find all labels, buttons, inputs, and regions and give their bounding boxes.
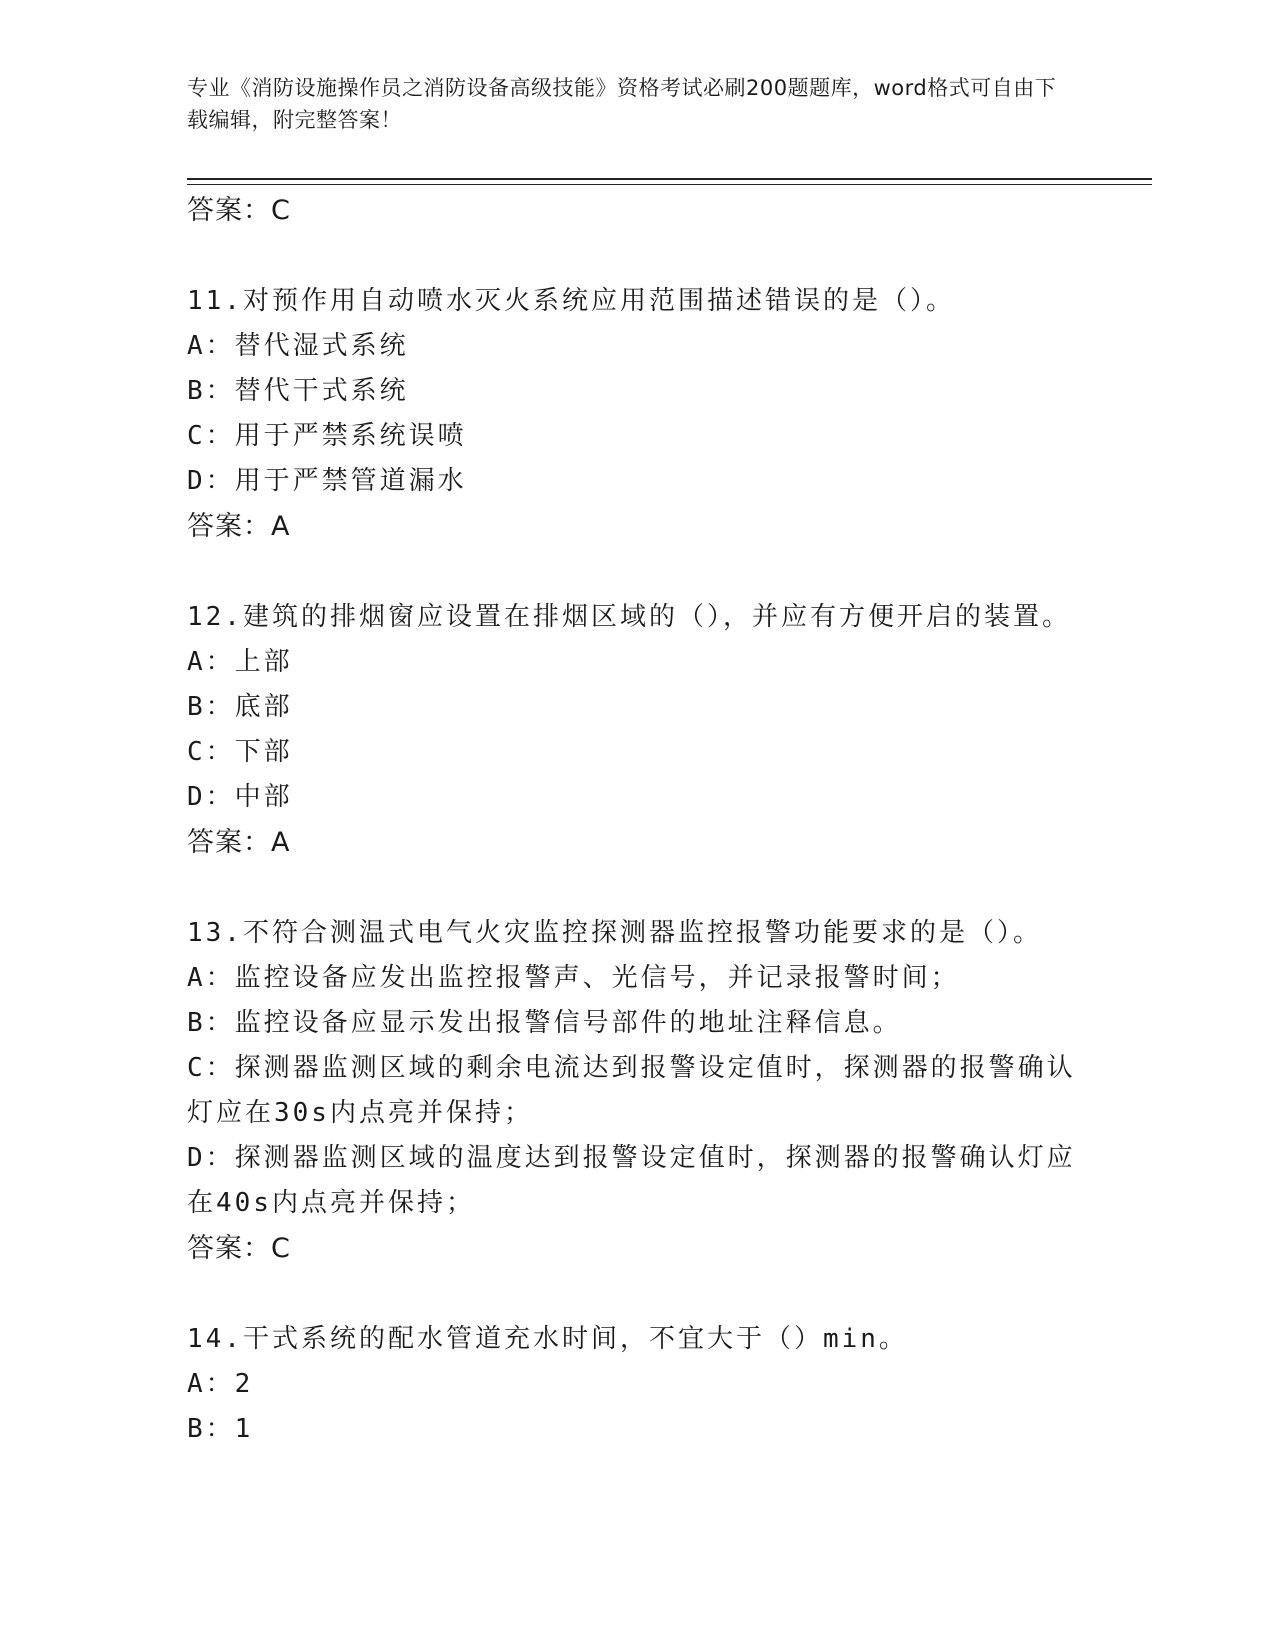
header-rule-thick xyxy=(187,178,1152,180)
answer-label: 答案：C xyxy=(187,195,291,226)
option-a: A：上部 xyxy=(187,647,293,677)
option-a: A：监控设备应发出监控报警声、光信号，并记录报警时间； xyxy=(187,963,960,993)
option-d: D：中部 xyxy=(187,782,293,812)
option-b: B：监控设备应显示发出报警信号部件的地址注释信息。 xyxy=(187,1008,902,1038)
option-d: D：探测器监测区域的温度达到报警设定值时，探测器的报警确认灯应在40s内点亮并保持； xyxy=(187,1143,1076,1218)
question-stem: 14.干式系统的配水管道充水时间，不宜大于（）min。 xyxy=(187,1324,908,1354)
option-b: B：1 xyxy=(187,1414,254,1444)
option-c: C：探测器监测区域的剩余电流达到报警设定值时，探测器的报警确认灯应在30s内点亮并保持； xyxy=(187,1053,1076,1128)
question-11 xyxy=(187,279,1087,549)
question-stem: 12.建筑的排烟窗应设置在排烟区域的（），并应有方便开启的装置。 xyxy=(187,602,1071,632)
option-a: A：替代湿式系统 xyxy=(187,331,409,361)
option-c: C：用于严禁系统误喷 xyxy=(187,421,467,451)
question-14 xyxy=(187,1317,1087,1452)
question-stem: 11.对预作用自动喷水灭火系统应用范围描述错误的是（）。 xyxy=(187,286,955,316)
answer-label: 答案：A xyxy=(187,827,291,858)
option-c: C：下部 xyxy=(187,737,293,767)
question-13 xyxy=(187,911,1087,1271)
question-list xyxy=(187,188,1087,1452)
answer-label: 答案：C xyxy=(187,1233,291,1264)
option-d: D：用于严禁管道漏水 xyxy=(187,466,467,496)
option-b: B：替代干式系统 xyxy=(187,376,409,406)
question-12 xyxy=(187,595,1087,865)
option-a: A：2 xyxy=(187,1369,254,1399)
question-stem: 13.不符合测温式电气火灾监控探测器监控报警功能要求的是（）。 xyxy=(187,918,1042,948)
answer-label: 答案：A xyxy=(187,511,291,542)
page-header: 专业《消防设施操作员之消防设备高级技能》资格考试必刷200题题库，word格式可自由下载编辑，附完整答案！ xyxy=(187,76,1057,132)
header-rule-thin xyxy=(187,184,1152,185)
option-b: B：底部 xyxy=(187,692,293,722)
